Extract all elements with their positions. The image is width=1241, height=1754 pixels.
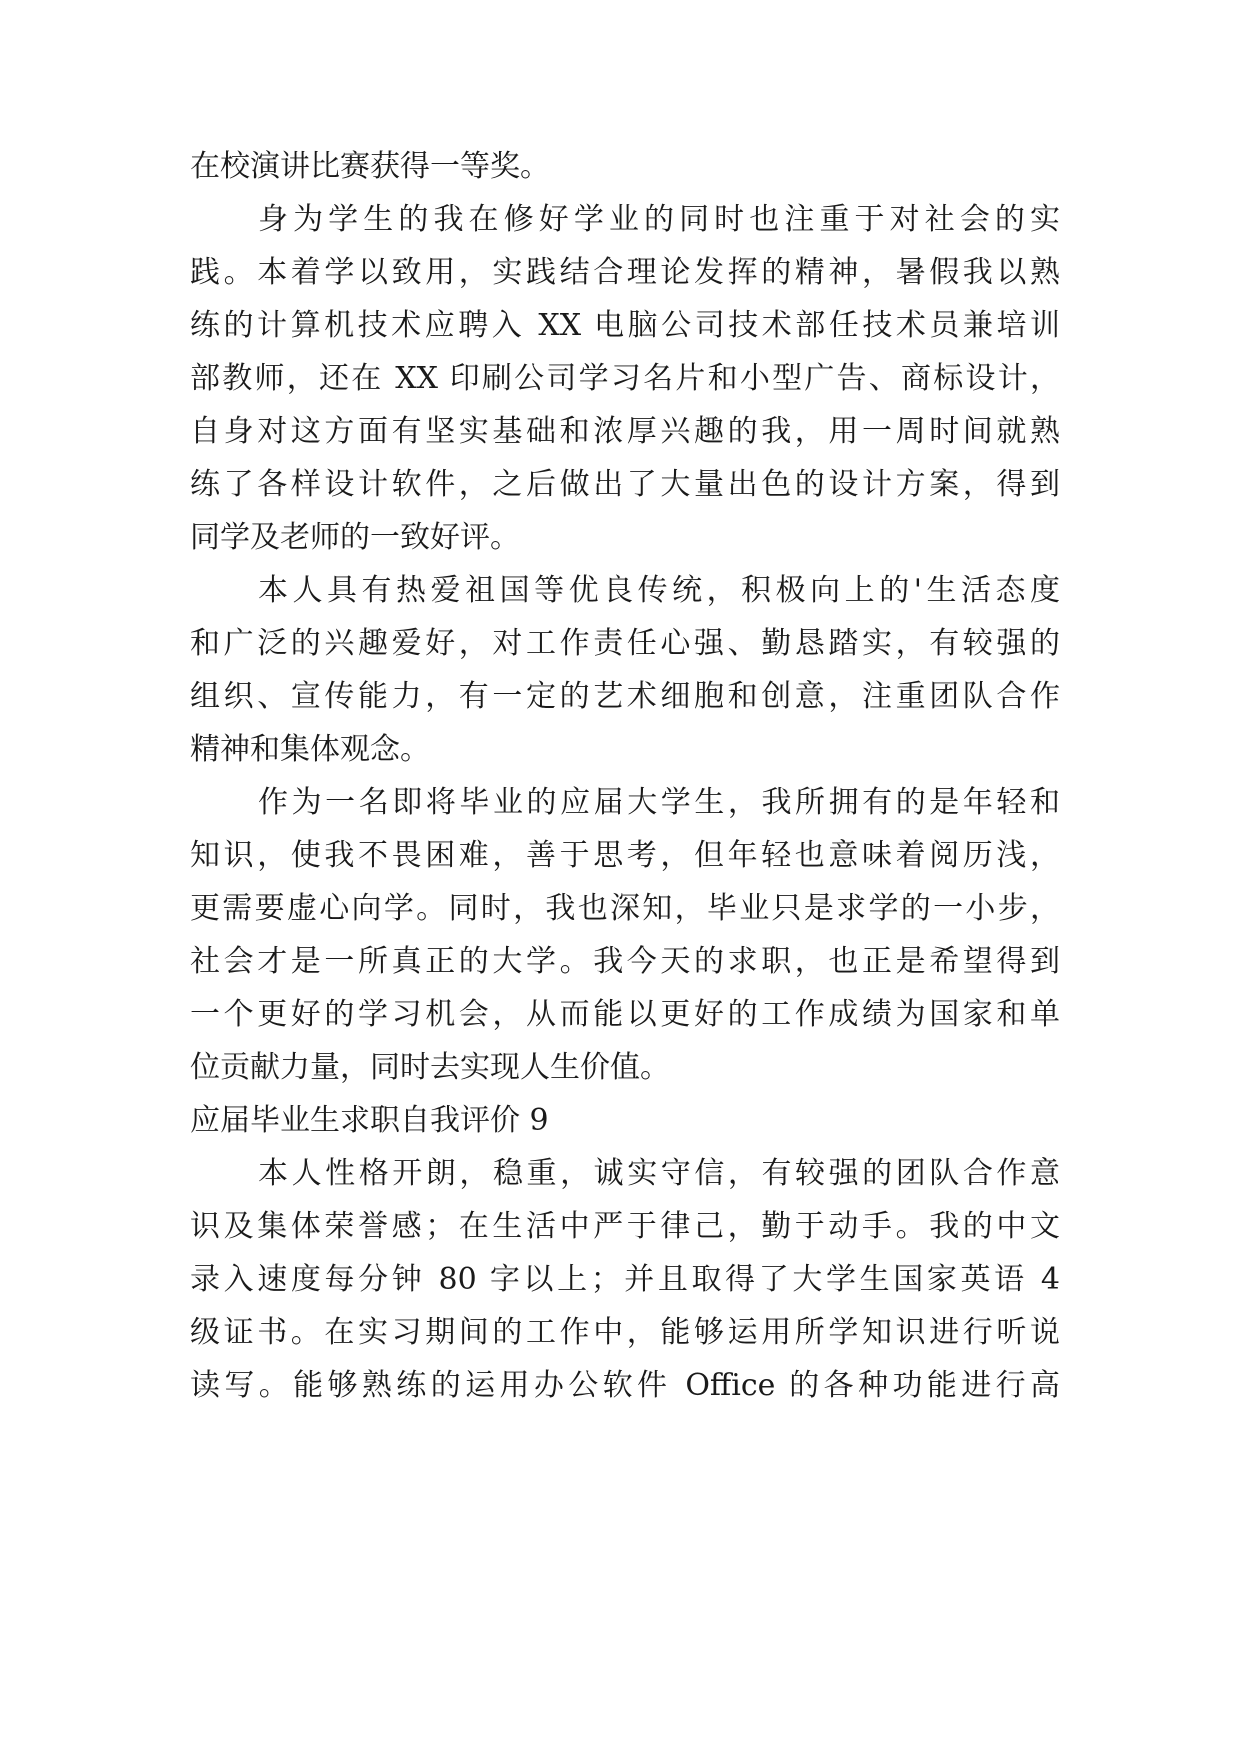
text-line: 录入速度每分钟 80 字以上；并且取得了大学生国家英语 4 (190, 1262, 1060, 1297)
text-line: 知识，使我不畏困难，善于思考，但年轻也意味着阅历浅， (190, 838, 1060, 873)
text-line: 组织、宣传能力，有一定的艺术细胞和创意，注重团队合作 (190, 679, 1060, 714)
text-line: 更需要虚心向学。同时，我也深知，毕业只是求学的一小步， (190, 891, 1060, 926)
text-line: 本人性格开朗，稳重，诚实守信，有较强的团队合作意 (258, 1156, 1060, 1191)
text-line: 识及集体荣誉感；在生活中严于律己，勤于动手。我的中文 (190, 1209, 1060, 1244)
section-heading: 应届毕业生求职自我评价 9 (190, 1103, 549, 1138)
text-line: 练了各样设计软件，之后做出了大量出色的设计方案，得到 (190, 467, 1060, 502)
text-line: 部教师，还在 XX 印刷公司学习名片和小型广告、商标设计， (190, 361, 1060, 396)
text-line: 身为学生的我在修好学业的同时也注重于对社会的实 (258, 202, 1060, 237)
text-line: 本人具有热爱祖国等优良传统，积极向上的'生活态度 (258, 573, 1060, 608)
text-line: 和广泛的兴趣爱好，对工作责任心强、勤恳踏实，有较强的 (190, 626, 1060, 661)
text-line: 同学及老师的一致好评。 (190, 520, 520, 555)
text-line: 级证书。在实习期间的工作中，能够运用所学知识进行听说 (190, 1315, 1060, 1350)
text-line: 作为一名即将毕业的应届大学生，我所拥有的是年轻和 (258, 785, 1060, 820)
text-line: 在校演讲比赛获得一等奖。 (190, 149, 550, 184)
text-line: 自身对这方面有坚实基础和浓厚兴趣的我，用一周时间就熟 (190, 414, 1060, 449)
text-line: 一个更好的学习机会，从而能以更好的工作成绩为国家和单 (190, 997, 1060, 1032)
text-line: 练的计算机技术应聘入 XX 电脑公司技术部任技术员兼培训 (190, 308, 1060, 343)
text-line: 践。本着学以致用，实践结合理论发挥的精神，暑假我以熟 (190, 255, 1060, 290)
text-line: 精神和集体观念。 (190, 732, 430, 767)
text-line: 社会才是一所真正的大学。我今天的求职，也正是希望得到 (190, 944, 1060, 979)
text-line: 位贡献力量，同时去实现人生价值。 (190, 1050, 670, 1085)
text-line: 读写。能够熟练的运用办公软件 Office 的各种功能进行高 (190, 1368, 1060, 1403)
